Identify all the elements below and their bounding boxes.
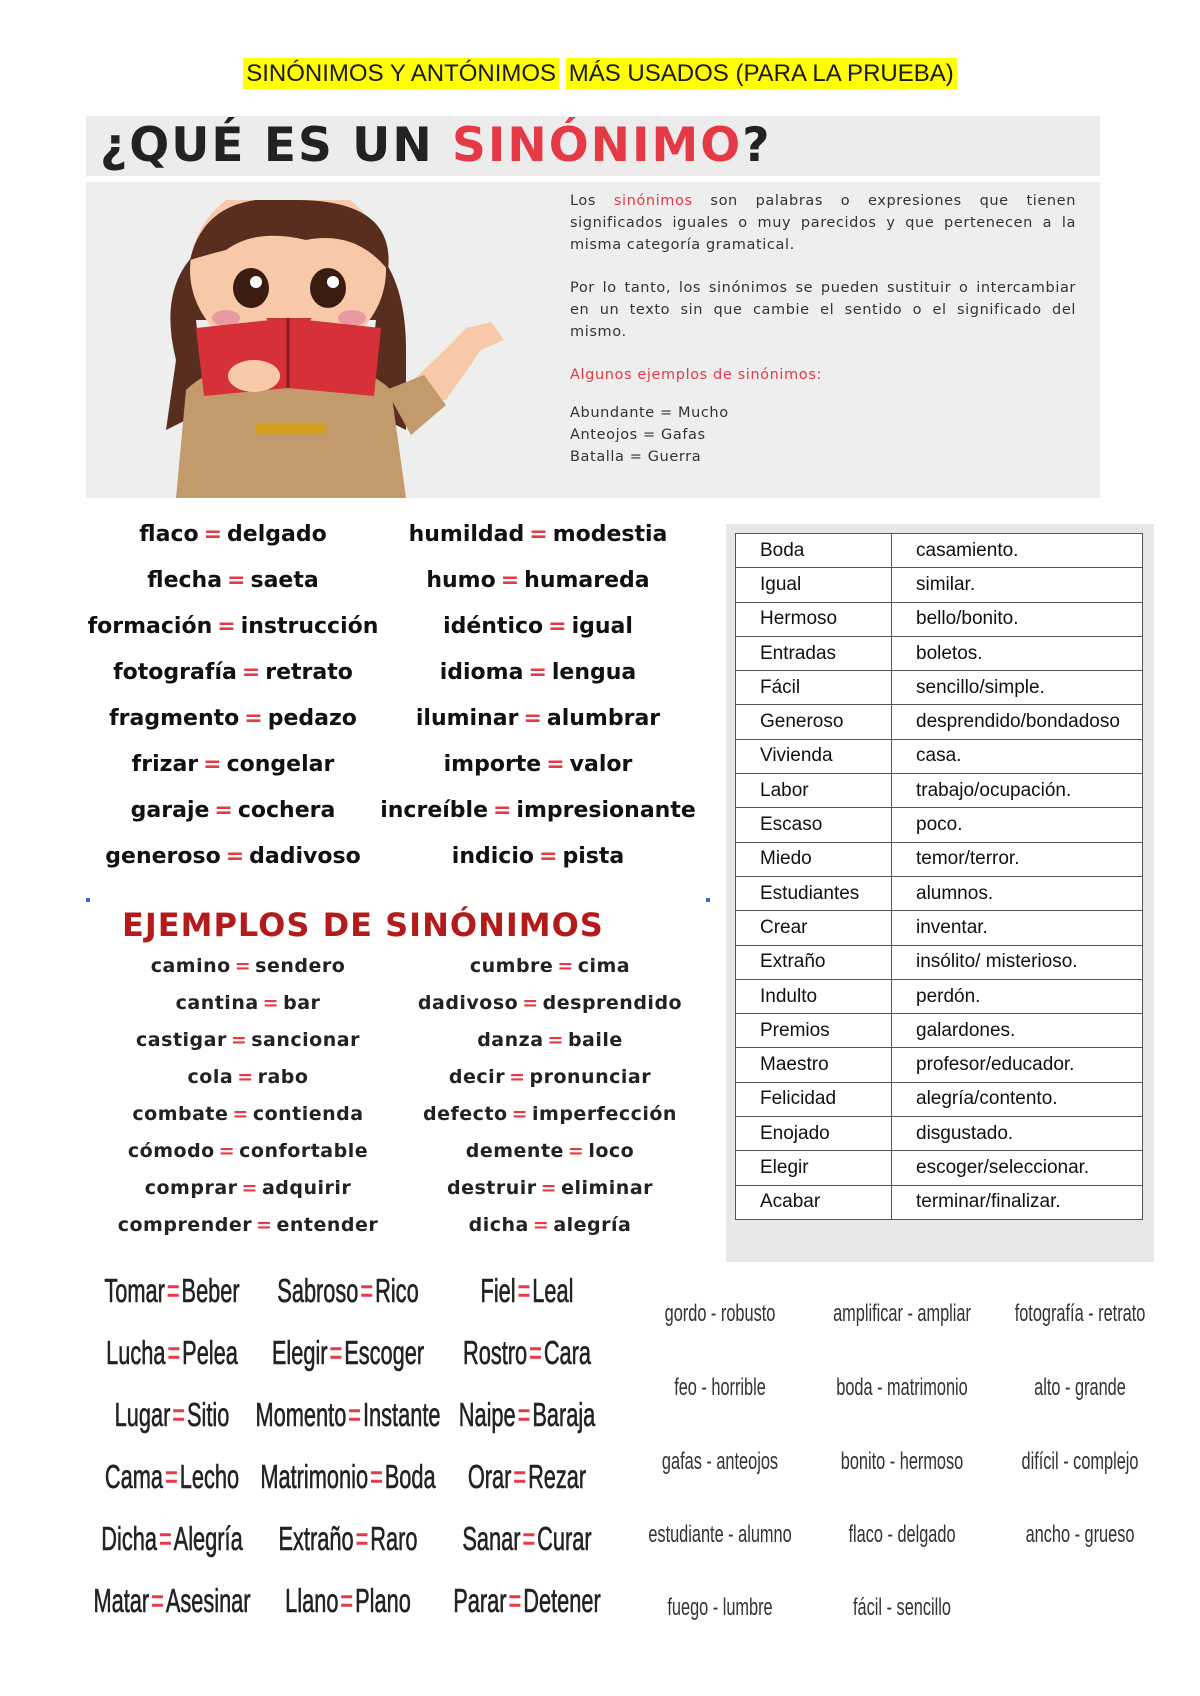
definition-panel xyxy=(86,182,1100,498)
ejemplo-pair: decir = pronunciar xyxy=(448,1066,652,1088)
table-synonym-cell: bello/bonito. xyxy=(892,602,1143,636)
gray-pair: estudiante - alumno xyxy=(648,1521,792,1548)
gray-pair: difícil - complejo xyxy=(1021,1448,1139,1475)
example-line: Batalla = Guerra xyxy=(570,449,702,465)
table-synonym-cell: sencillo/simple. xyxy=(892,671,1143,705)
table-word-cell: Acabar xyxy=(736,1185,892,1219)
table-word-cell: Escaso xyxy=(736,808,892,842)
condensed-pair: Cama=Lecho xyxy=(104,1458,240,1495)
title-part-2: MÁS USADOS (PARA LA PRUEBA) xyxy=(566,58,957,89)
table-word-cell: Crear xyxy=(736,911,892,945)
table-row xyxy=(736,568,1143,602)
ejemplo-pair: dadivoso = desprendido xyxy=(417,992,683,1014)
ejemplo-pair: castigar = sancionar xyxy=(136,1029,360,1051)
table-row xyxy=(736,1185,1143,1219)
table-word-cell: Elegir xyxy=(736,1151,892,1185)
bold-pair: indicio = pista xyxy=(451,844,625,869)
table-row xyxy=(736,911,1143,945)
condensed-pair: Naipe=Baraja xyxy=(458,1396,596,1433)
table-synonym-cell: boletos. xyxy=(892,636,1143,670)
table-row xyxy=(736,671,1143,705)
table-row xyxy=(736,1117,1143,1151)
ejemplo-pair: comprender = entender xyxy=(117,1214,379,1236)
frame-corner xyxy=(86,898,90,902)
bold-pair: idioma = lengua xyxy=(439,660,637,685)
table-word-cell: Fácil xyxy=(736,671,892,705)
gray-pair: boda - matrimonio xyxy=(836,1374,968,1401)
table-word-cell: Enojado xyxy=(736,1117,892,1151)
table-synonym-cell: terminar/finalizar. xyxy=(892,1185,1143,1219)
table-synonym-cell: disgustado. xyxy=(892,1117,1143,1151)
table-row xyxy=(736,636,1143,670)
condensed-pair: Momento=Instante xyxy=(255,1396,441,1433)
condensed-pair: Sanar=Curar xyxy=(462,1520,592,1557)
table-word-cell: Boda xyxy=(736,534,892,568)
table-row xyxy=(736,774,1143,808)
gray-pair: bonito - hermoso xyxy=(840,1448,964,1475)
table-row xyxy=(736,1014,1143,1048)
bold-pair: flecha = saeta xyxy=(147,568,319,593)
table-row xyxy=(736,602,1143,636)
gray-pair: fuego - lumbre xyxy=(667,1594,773,1621)
condensed-pair: Extraño=Raro xyxy=(278,1520,418,1557)
table-row xyxy=(736,876,1143,910)
bold-pair: iluminar = alumbrar xyxy=(415,706,661,731)
table-row xyxy=(736,979,1143,1013)
bold-pair: flaco = delgado xyxy=(139,522,327,547)
table-synonym-cell: insólito/ misterioso. xyxy=(892,945,1143,979)
ejemplos-title: EJEMPLOS DE SINÓNIMOS xyxy=(122,906,604,944)
table-word-cell: Vivienda xyxy=(736,739,892,773)
table-row xyxy=(736,739,1143,773)
frame-corner xyxy=(706,898,710,902)
ejemplo-pair: danza = baile xyxy=(477,1029,623,1051)
table-word-cell: Extraño xyxy=(736,945,892,979)
definition-text xyxy=(570,190,1076,468)
ejemplo-pair: defecto = imperfección xyxy=(423,1103,677,1125)
bold-pair: humildad = modestia xyxy=(408,522,668,547)
table-synonym-cell: temor/terror. xyxy=(892,842,1143,876)
gray-pair: ancho - grueso xyxy=(1025,1521,1135,1548)
table-row xyxy=(736,842,1143,876)
table-synonym-cell: similar. xyxy=(892,568,1143,602)
table-word-cell: Miedo xyxy=(736,842,892,876)
ejemplo-pair: demente = loco xyxy=(465,1140,635,1162)
ejemplo-pair: destruir = eliminar xyxy=(446,1177,654,1199)
example-line: Anteojos = Gafas xyxy=(570,427,706,443)
definition-paragraph-1: Los sinónimos son palabras o expresiones que tienen significados iguales o muy parecidos y que pertenecen a la misma categoría gramatical. xyxy=(570,193,1076,253)
table-synonym-cell: alegría/contento. xyxy=(892,1082,1143,1116)
table-word-cell: Generoso xyxy=(736,705,892,739)
table-word-cell: Felicidad xyxy=(736,1082,892,1116)
gray-pair: alto - grande xyxy=(1034,1374,1126,1401)
condensed-pair: Sabroso=Rico xyxy=(277,1272,419,1309)
condensed-pair: Lucha=Pelea xyxy=(106,1334,238,1371)
examples-heading: Algunos ejemplos de sinónimos: xyxy=(570,367,822,383)
banner-prefix: ¿QUÉ ES UN xyxy=(100,118,453,173)
table-word-cell: Premios xyxy=(736,1014,892,1048)
gray-pair: flaco - delgado xyxy=(848,1521,956,1548)
ejemplo-pair: cómodo = confortable xyxy=(127,1140,369,1162)
table-word-cell: Hermoso xyxy=(736,602,892,636)
title-part-1: SINÓNIMOS Y ANTÓNIMOS xyxy=(243,58,559,89)
table-synonym-cell: inventar. xyxy=(892,911,1143,945)
table-synonym-cell: poco. xyxy=(892,808,1143,842)
table-row xyxy=(736,945,1143,979)
table-synonym-cell: desprendido/bondadoso xyxy=(892,705,1143,739)
bold-pair: frizar = congelar xyxy=(131,752,335,777)
condensed-pair: Fiel=Leal xyxy=(480,1272,574,1309)
condensed-pair: Tomar=Beber xyxy=(104,1272,240,1309)
condensed-pair: Elegir=Escoger xyxy=(271,1334,425,1371)
bold-pair: generoso = dadivoso xyxy=(105,844,361,869)
ejemplo-pair: camino = sendero xyxy=(150,955,346,977)
table-row xyxy=(736,1048,1143,1082)
table-word-cell: Indulto xyxy=(736,979,892,1013)
bold-pair: formación = instrucción xyxy=(87,614,379,639)
banner-highlight: SINÓNIMO xyxy=(452,118,743,173)
condensed-pair: Parar=Detener xyxy=(453,1582,601,1619)
table-row xyxy=(736,1151,1143,1185)
condensed-pair: Matrimonio=Boda xyxy=(260,1458,436,1495)
ejemplo-pair: cumbre = cima xyxy=(469,955,631,977)
table-word-cell: Maestro xyxy=(736,1048,892,1082)
table-synonym-cell: casa. xyxy=(892,739,1143,773)
synonyms-table-panel xyxy=(726,524,1154,1262)
gray-pair: fácil - sencillo xyxy=(853,1594,951,1621)
table-word-cell: Labor xyxy=(736,774,892,808)
table-word-cell: Estudiantes xyxy=(736,876,892,910)
definition-banner xyxy=(86,116,1100,176)
gray-pair: feo - horrible xyxy=(674,1374,766,1401)
bold-pair: fotografía = retrato xyxy=(113,660,353,685)
table-word-cell: Entradas xyxy=(736,636,892,670)
gray-pair: amplificar - ampliar xyxy=(833,1300,971,1327)
bold-pair: importe = valor xyxy=(443,752,633,777)
definition-paragraph-2: Por lo tanto, los sinónimos se pueden sustituir o intercambiar en un texto sin que cambie el sentido o el significado del mismo. xyxy=(570,280,1076,340)
table-row xyxy=(736,705,1143,739)
banner-heading xyxy=(100,118,772,173)
table-row xyxy=(736,1082,1143,1116)
gray-pair: gordo - robusto xyxy=(664,1300,776,1327)
synonyms-table xyxy=(735,533,1143,1220)
document-title xyxy=(0,60,1200,88)
condensed-pair: Rostro=Cara xyxy=(462,1334,592,1371)
table-synonym-cell: alumnos. xyxy=(892,876,1143,910)
banner-suffix: ? xyxy=(742,118,772,173)
table-synonym-cell: galardones. xyxy=(892,1014,1143,1048)
bold-pair: increíble = impresionante xyxy=(380,798,696,823)
condensed-pair: Lugar=Sitio xyxy=(114,1396,230,1433)
table-synonym-cell: perdón. xyxy=(892,979,1143,1013)
bold-pair: idéntico = igual xyxy=(443,614,633,639)
teacher-illustration xyxy=(106,200,506,498)
ejemplo-pair: dicha = alegría xyxy=(468,1214,632,1236)
ejemplo-pair: cola = rabo xyxy=(187,1066,309,1088)
ejemplo-pair: combate = contienda xyxy=(132,1103,364,1125)
table-word-cell: Igual xyxy=(736,568,892,602)
condensed-pair: Dicha=Alegría xyxy=(101,1520,243,1557)
condensed-pair: Matar=Asesinar xyxy=(93,1582,251,1619)
condensed-pair: Llano=Plano xyxy=(285,1582,411,1619)
table-synonym-cell: casamiento. xyxy=(892,534,1143,568)
table-synonym-cell: escoger/seleccionar. xyxy=(892,1151,1143,1185)
ejemplo-pair: cantina = bar xyxy=(175,992,321,1014)
ejemplo-pair: comprar = adquirir xyxy=(144,1177,352,1199)
bold-pair: garaje = cochera xyxy=(130,798,336,823)
bold-pair: fragmento = pedazo xyxy=(109,706,357,731)
gray-pair: fotografía - retrato xyxy=(1014,1300,1146,1327)
table-synonym-cell: trabajo/ocupación. xyxy=(892,774,1143,808)
bold-pair: humo = humareda xyxy=(426,568,650,593)
table-row xyxy=(736,534,1143,568)
table-synonym-cell: profesor/educador. xyxy=(892,1048,1143,1082)
example-line: Abundante = Mucho xyxy=(570,405,729,421)
table-row xyxy=(736,808,1143,842)
gray-pair: gafas - anteojos xyxy=(661,1448,779,1475)
condensed-pair: Orar=Rezar xyxy=(467,1458,587,1495)
